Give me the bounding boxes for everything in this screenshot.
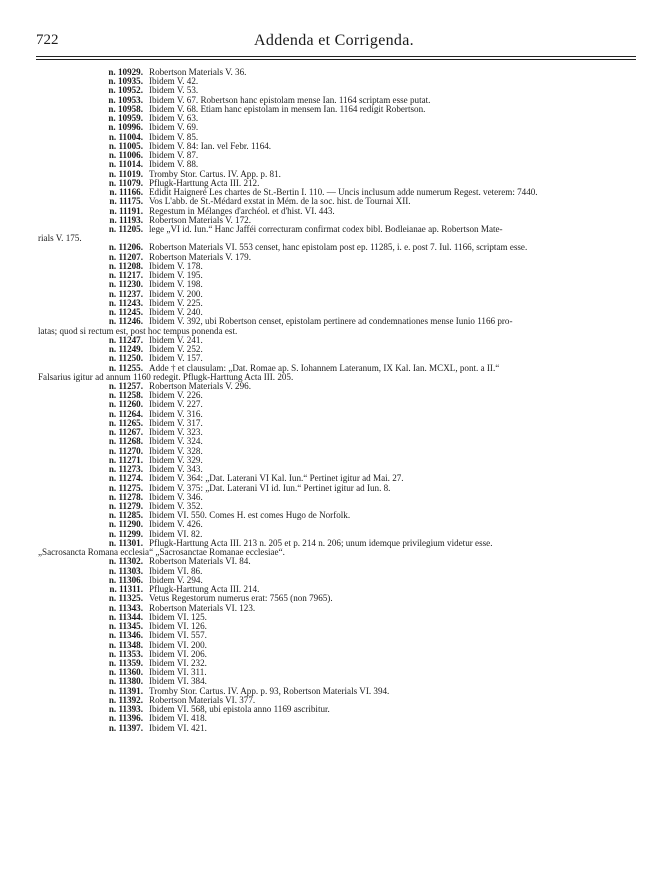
entry-text: Ibidem V. 67. Robertson hanc epistolam mense Ian. 1164 scriptam esse putat. [149,94,431,105]
entry-text: Ibidem VI. 232. [149,658,207,668]
entry-text: Ibidem VI. 557. [149,630,207,641]
entry-number: n. 11249. [108,344,143,355]
entry-number: n. 11396. [108,713,143,724]
entry-number: n. 11245. [108,307,143,318]
entry-text: Ibidem V. 69. [149,122,199,133]
entry-number: n. 11191. [109,205,143,216]
entry-text: lege „VI id. Iun.“ Hanc Jafféi correcturam confirmat codex bibl. Bodleianae ap. Robertson Mate- [149,223,503,234]
page-header [36,30,632,52]
entry-continuation: latas; quod si rectum est, post hoc tempus ponenda est. [38,325,238,336]
entry-text: Ibidem V. 68. Etiam hanc epistolam in mensem Ian. 1164 redigit Robertson. [149,103,426,114]
entry-number: n. 11246. [108,316,143,327]
entry-number: n. 11014. [108,159,143,170]
entry-text: Ibidem V. 63. [149,113,199,124]
entry-number: n. 11306. [108,574,143,585]
addenda-list [38,68,638,733]
entry-number: n. 11303. [108,565,143,576]
header-rule-thin [36,59,636,60]
entry-text: Adde † et clausulam: „Dat. Romae ap. S. Iohannem Lateranum, IX Kal. Ian. MCXL, pont. a II.“ [149,362,500,373]
entry-text: Ibidem VI. 86. [149,565,203,576]
entry-number: n. 11278. [108,491,143,502]
running-title: Addenda et Corrigenda. [254,32,414,49]
entry-text: Ibidem VI. 550. Comes H. est comes Hugo de Norfolk. [149,510,351,521]
entry-number: n. 11005. [108,140,143,151]
entry-text: Regestum in Mélanges d'archéol. et d'hist. VI. 443. [149,205,335,216]
entry-number: n. 11348. [108,639,143,650]
entry-continuation: rials V. 175. [38,233,82,244]
entry-text: Ibidem V. 324. [149,436,203,447]
entry-number: n. 11290. [108,519,143,530]
entry-text: Ibidem V. 87. [149,150,199,161]
entry-number: n. 11344. [108,611,143,622]
entry-text: Robertson Materials V. 36. [149,67,247,77]
entry-text: Tromby Stor. Cartus. IV. App. p. 93, Robertson Materials VI. 394. [149,685,390,696]
entry-number: n. 11207. [108,251,143,262]
entry-text: Ibidem V. 426. [149,519,203,530]
header-rule [36,56,636,57]
entry-number: n. 11079. [108,177,143,188]
entry-text: Tromby Stor. Cartus. IV. App. p. 81. [149,168,281,179]
entry-continuation: „Sacrosancta Romana ecclesia“ „Sacrosanctae Romanae ecclesiae“. [38,547,285,558]
entry-text: Vetus Regestorum numerus erat: 7565 (non 7965). [149,593,333,604]
entry-text: Ibidem VI. 311. [149,667,207,678]
entry-number: n. 11380. [108,676,143,687]
entry-text: Ibidem V. 294. [149,574,203,585]
entry-number: n. 11264. [108,408,143,419]
entry-text: Ibidem V. 157. [149,353,203,364]
entry-text: Pflugk-Harttung Acta III. 212. [149,177,260,188]
entry-text: Ibidem V. 241. [149,334,203,345]
entry-number: n. 11243. [108,297,143,308]
entry-number: n. 11270. [108,445,143,456]
entry-number: n. 11217. [108,270,143,281]
entry-text: Robertson Materials V. 172. [149,214,251,225]
entry-text: Robertson Materials VI. 553 censet, hanc epistolam post ep. 11285, i. e. post 7. Iul. 1166, scriptam esse. [149,242,528,253]
entry-number: n. 11206. [108,242,143,253]
entry-number: n. 11258. [108,390,143,401]
entry-text: Ibidem V. 88. [149,159,199,170]
entry-number: n. 11301. [108,537,143,548]
entry-text: Robertson Materials V. 296. [149,380,251,391]
entry-number: n. 11273. [108,464,143,475]
entry-number: n. 11267. [108,427,143,438]
entry-text: Ibidem V. 328. [149,445,203,456]
list-item [38,317,638,326]
entry-number: n. 10958. [108,103,143,114]
entry-number: n. 10935. [108,76,143,87]
entry-number: n. 11265. [108,417,143,428]
entry-number: n. 11275. [108,482,143,493]
entry-number: n. 11205. [108,223,143,234]
entry-number: n. 11299. [108,528,143,539]
entry-text: Ibidem V. 85. [149,131,199,142]
entry-number: n. 11019. [108,168,143,179]
entry-number: n. 11397. [108,722,143,733]
entry-number: n. 11346. [108,630,143,641]
entry-text: Ibidem V. 364: „Dat. Laterani VI Kal. Iun.“ Pertinet igitur ad Mai. 27. [149,473,404,484]
entry-text: Ibidem VI. 418. [149,713,207,724]
entry-text: Robertson Materials VI. 84. [149,556,251,567]
entry-number: n. 11230. [108,279,143,290]
entry-text: Ibidem V. 329. [149,454,203,465]
entry-text: Ibidem V. 226. [149,390,203,401]
entry-number: n. 11285. [108,510,143,521]
entry-text: Robertson Materials V. 179. [149,251,251,262]
entry-text: Robertson Materials VI. 377. [149,694,256,705]
list-item [38,225,638,234]
entry-number: n. 11237. [108,288,143,299]
entry-number: n. 11193. [109,214,143,225]
entry-number: n. 11393. [108,704,143,715]
entry-number: n. 11175. [109,196,143,207]
entry-number: n. 11325. [108,593,143,604]
entry-text: Ibidem V. 240. [149,307,203,318]
entry-text: Ibidem V. 195. [149,270,203,281]
list-item [38,539,638,548]
entry-text: Ibidem V. 392, ubi Robertson censet, epistolam pertinere ad condemnationes mense Iunio 1166 pro- [149,316,513,327]
entry-text: Ibidem V. 375: „Dat. Laterani VI id. Iun.“ Pertinet igitur ad Iun. 8. [149,482,391,493]
entry-number: n. 11391. [108,685,143,696]
entry-number: n. 11250. [108,353,143,364]
entry-text: Ibidem V. 343. [149,464,203,475]
entry-number: n. 11360. [108,667,143,678]
entry-text: Pflugk-Harttung Acta III. 214. [149,584,260,595]
entry-text: Ibidem V. 200. [149,288,203,299]
entry-text: Ibidem VI. 206. [149,648,207,659]
entry-number: n. 11274. [108,473,143,484]
entry-text: Ibidem VI. 125. [149,611,207,622]
entry-number: n. 11247. [108,334,143,345]
entry-number: n. 11271. [108,454,143,465]
entry-number: n. 10953. [108,94,143,105]
entry-text: Ibidem V. 225. [149,297,203,308]
entry-number: n. 11311. [109,584,143,595]
entry-text: Ibidem V. 84: Ian. vel Febr. 1164. [149,140,272,151]
entry-number: n. 11257. [108,380,143,391]
entry-text: Ibidem V. 316. [149,408,203,419]
entry-number: n. 11279. [108,501,143,512]
entry-number: n. 11345. [108,621,143,632]
entry-number: n. 11255. [108,362,143,373]
entry-text: Ibidem V. 227. [149,399,203,410]
page-number: 722 [36,32,59,48]
entry-number: n. 10929. [108,67,143,77]
entry-number: n. 11353. [108,648,143,659]
entry-text: Ibidem VI. 82. [149,528,203,539]
entry-number: n. 11260. [108,399,143,410]
entry-number: n. 11302. [108,556,143,567]
entry-text: Ibidem V. 252. [149,344,203,355]
entry-text: Edidit Haigneré Les chartes de St.-Bertin I. 110. — Uncis inclusum adde numerum Regest. veterem: 7440. [149,187,538,198]
entry-text: Ibidem V. 352. [149,501,203,512]
entry-number: n. 11268. [108,436,143,447]
entry-number: n. 11359. [108,658,143,668]
entry-number: n. 11166. [109,187,143,198]
entry-text: Ibidem V. 53. [149,85,199,96]
entry-number: n. 11006. [108,150,143,161]
entry-number: n. 11208. [108,260,143,271]
entry-number: n. 10959. [108,113,143,124]
entry-continuation: Falsarius igitur ad annum 1160 redegit. Pflugk-Harttung Acta III. 205. [38,371,294,382]
entry-number: n. 11343. [108,602,143,613]
entry-number: n. 10952. [108,85,143,96]
entry-text: Ibidem VI. 421. [149,722,207,733]
entry-text: Ibidem V. 42. [149,76,199,87]
entry-text: Ibidem V. 317. [149,417,203,428]
entry-text: Ibidem V. 178. [149,260,203,271]
entry-text: Robertson Materials VI. 123. [149,602,256,613]
entry-number: n. 11004. [108,131,143,142]
entry-text: Ibidem VI. 568, ubi epistola anno 1169 ascribitur. [149,704,330,715]
list-item [38,724,638,733]
entry-number: n. 11392. [108,694,143,705]
entry-text: Pflugk-Harttung Acta III. 213 n. 205 et p. 214 n. 206; unum idemque privilegium videtur esse. [149,537,493,548]
entry-text: Ibidem V. 346. [149,491,203,502]
entry-text: Ibidem V. 323. [149,427,203,438]
entry-text: Vos L'abb. de St.-Médard exstat in Mém. de la soc. hist. de Tournai XII. [149,196,411,207]
entry-text: Ibidem VI. 200. [149,639,207,650]
entry-text: Ibidem VI. 384. [149,676,207,687]
entry-number: n. 10996. [108,122,143,133]
list-item [38,364,638,373]
entry-text: Ibidem V. 198. [149,279,203,290]
entry-text: Ibidem VI. 126. [149,621,207,632]
